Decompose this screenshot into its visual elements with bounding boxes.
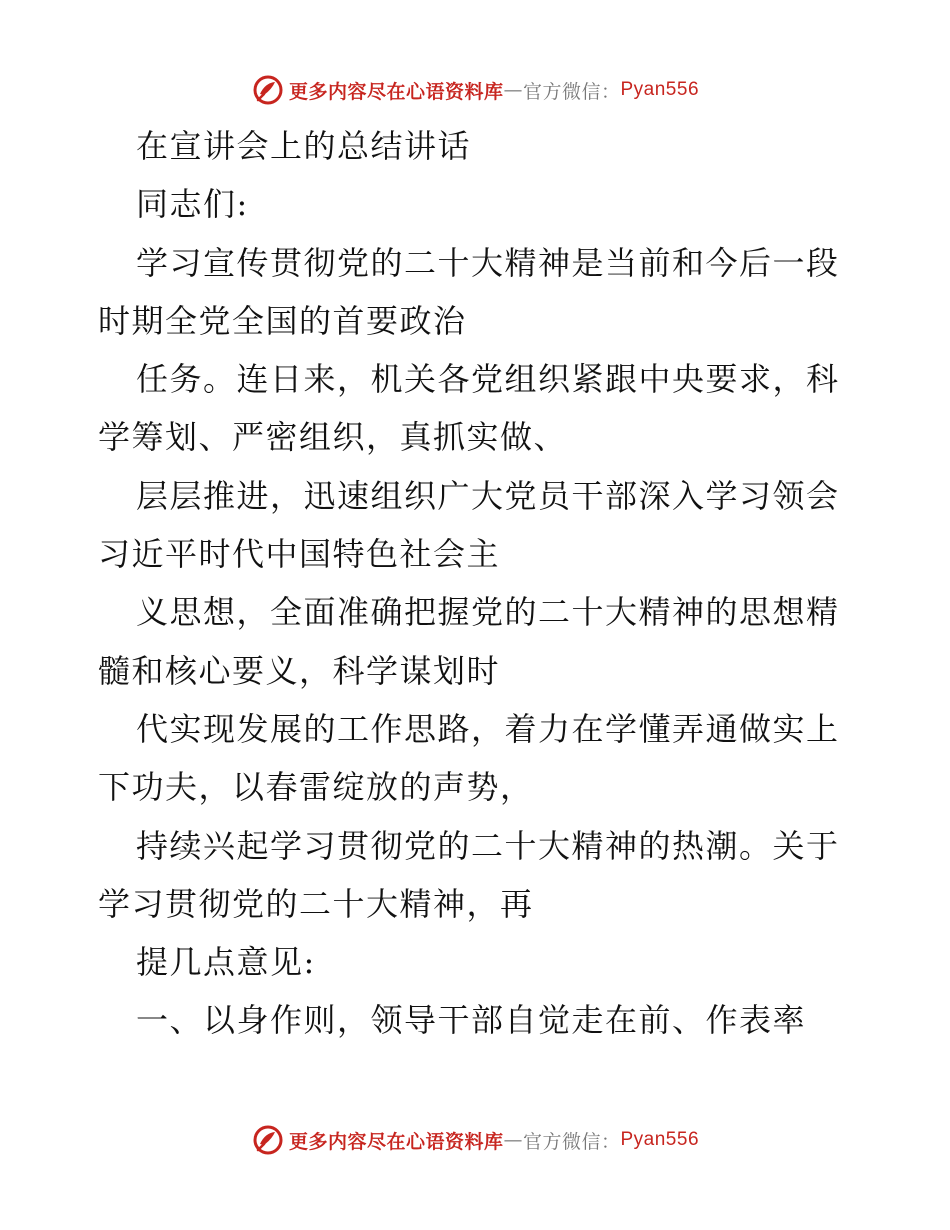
section-heading: 一、以身作则，领导干部自觉走在前、作表率 xyxy=(136,1001,807,1040)
text-line: 学习贯彻党的二十大精神，再 xyxy=(98,884,534,923)
text-line: 持续兴起学习贯彻党的二十大精神的热潮。关于 xyxy=(136,826,840,865)
text-line: 任务。连日来，机关各党组织紧跟中央要求，科 xyxy=(136,360,840,399)
text-line: 提几点意见: xyxy=(136,943,316,982)
watermark-separator: — xyxy=(503,79,523,101)
watermark-site-text: 更多内容尽在心语资料库 xyxy=(288,1130,504,1153)
watermark-wechat-label: 官方微信： xyxy=(522,1130,621,1153)
header-watermark xyxy=(0,70,950,110)
text-line: 髓和核心要义，科学谋划时 xyxy=(98,651,501,690)
document-body xyxy=(98,117,858,1050)
text-line: 学筹划、严密组织，真抓实做、 xyxy=(98,418,568,457)
watermark-wechat-id: Pyan556 xyxy=(620,79,700,100)
text-line: 习近平时代中国特色社会主 xyxy=(98,535,501,574)
text-line: 学习宣传贯彻党的二十大精神是当前和今后一段 xyxy=(136,243,840,282)
document-title: 在宣讲会上的总结讲话 xyxy=(136,127,472,165)
watermark-wechat-label: 官方微信： xyxy=(522,80,621,103)
salutation: 同志们: xyxy=(136,185,249,224)
watermark-wechat-id: Pyan556 xyxy=(620,1129,700,1150)
text-line: 下功夫，以春雷绽放的声势， xyxy=(98,768,534,807)
watermark-separator: — xyxy=(503,1129,523,1151)
logo-icon xyxy=(251,73,285,107)
logo-icon xyxy=(251,1123,285,1157)
text-line: 义思想，全面准确把握党的二十大精神的思想精 xyxy=(136,593,840,632)
text-line: 层层推进，迅速组织广大党员干部深入学习领会 xyxy=(136,476,840,515)
text-line: 代实现发展的工作思路，着力在学懂弄通做实上 xyxy=(136,709,840,748)
text-line: 时期全党全国的首要政治 xyxy=(98,301,467,340)
footer-watermark xyxy=(0,1120,950,1160)
watermark-site-text: 更多内容尽在心语资料库 xyxy=(288,80,504,103)
